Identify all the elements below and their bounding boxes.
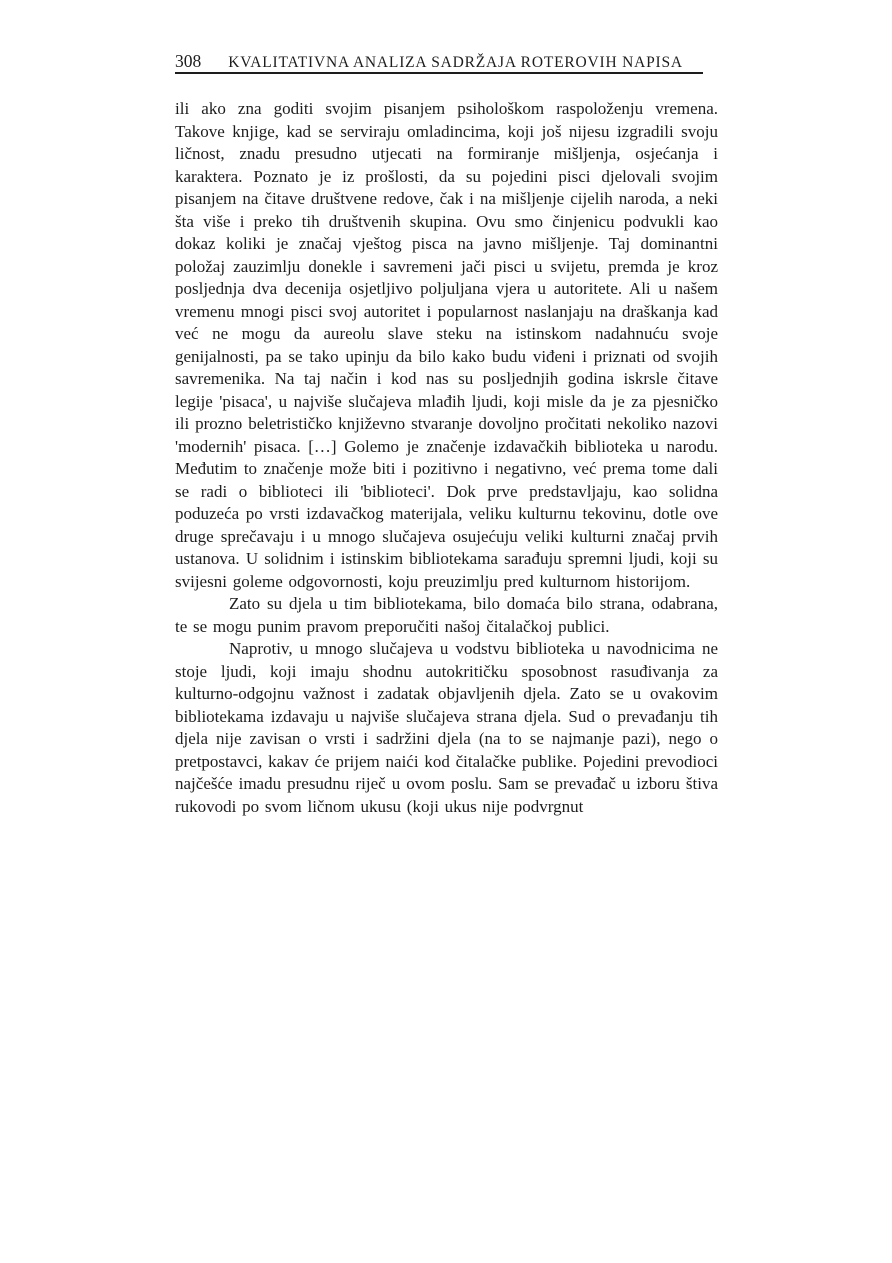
paragraph-1: ili ako zna goditi svojim pisanjem psihološkom raspoloženju vremena. Takove knjige, kad se serviraju omladincima, koji još nijesu izgradili svoju ličnost, znadu presudno utjecati na formiranje mišljenja, osjećanja i karaktera. Poznato je iz prošlosti, da su pojedini pisci djelovali svojim pisanjem na čitave društvene redove, čak i na mišljenje cijelih naroda, a neki šta više i preko tih društvenih skupina. Ovu smo činjenicu podvukli kao dokaz koliki je značaj vještog pisca na javno mišljenje. Taj dominantni položaj zauzimlju donekle i savremeni jači pisci u svijetu, premda je kroz posljednja dva decenija osjetljivo poljuljana vjera u autoritete. Ali u našem vremenu mnogi pisci svoj autoritet i popularnost naslanjaju na draškanja kad već ne mogu da aureolu slave steku na istinskom nadahnuću svoje genijalnosti, pa se tako upinju da bilo kako budu viđeni i priznati od svojih savremenika. Na taj način i kod nas su posljednjih godina iskrsle čitave legije 'pisaca', u najviše slučajeva mlađih ljudi, koji misle da je za pjesničko ili prozno beletrističko književno stvaranje dovoljno pročitati nekoliko nazovi 'modernih' pisaca. […] Golemo je značenje izdavačkih biblioteka u narodu. Međutim to značenje može biti i pozitivno i negativno, već prema tome dali se radi o biblioteci ili 'biblioteci'. Dok prve predstavljaju, kao solidna poduzeća po vrsti izdavačkog materijala, veliku kulturnu tekovinu, dotle ove druge sprečavaju i u mnogo slučajeva osujećuju veliki kulturni značaj prvih ustanova. U solidnim i istinskim bibliotekama sarađuju spremni ljudi, koji su svijesni goleme odgovornosti, koju preuzimlju pred kulturnom historijom. — [175, 99, 718, 591]
page-header — [175, 51, 718, 72]
paragraph-3: Naprotiv, u mnogo slučajeva u vodstvu biblioteka u navodnicima ne stoje ljudi, koji imaju shodnu autokritičku sposobnost rasuđivanja za kulturno-odgojnu važnost i zadatak objavljenih djela. Zato se u ovakovim bibliotekama izdavaju u najviše slučajeva strana djela. Sud o prevađanju tih djela nije zavisan o vrsti i sadržini djela (na to se najmanje pazi), nego o pretpostavci, kakav će prijem naići kod čitalačke publike. Pojedini prevodioci najčešće imadu presudnu riječ u ovom poslu. Sam se prevađač u izboru štiva rukovodi po svom ličnom ukusu (koji ukus nije podvrgnut — [175, 639, 718, 816]
page-number: 308 — [175, 51, 202, 71]
header-rule — [175, 72, 703, 74]
body-text — [175, 98, 718, 818]
running-title: KVALITATIVNA ANALIZA SADRŽAJA ROTEROVIH NAPISA — [228, 54, 683, 71]
paragraph-2: Zato su djela u tim bibliotekama, bilo domaća bilo strana, odabrana, te se mogu punim pravom preporučiti našoj čitalačkoj publici. — [175, 594, 718, 636]
